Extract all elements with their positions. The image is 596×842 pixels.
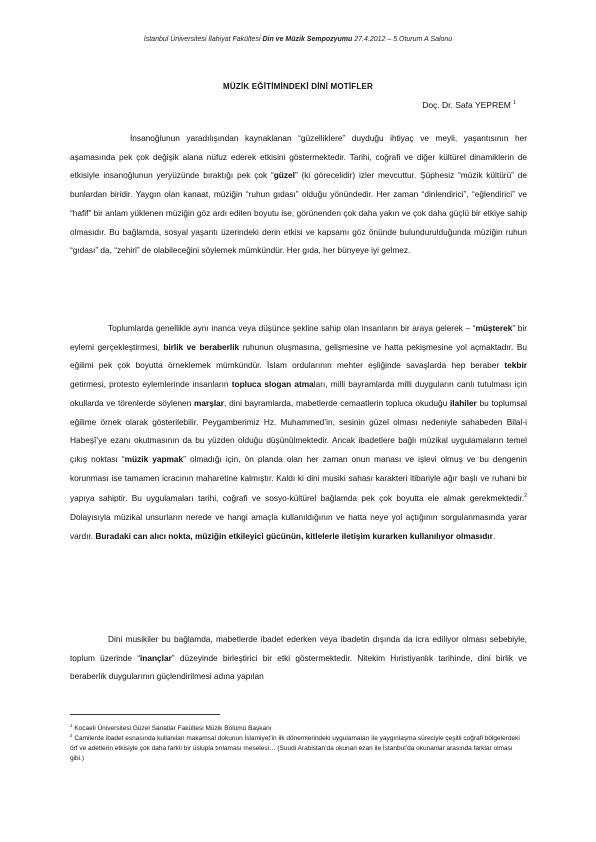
author <box>422 100 516 110</box>
document-title: MÜZİK EĞİTİMİNDEKİ DİNİ MOTİFLER <box>223 82 373 91</box>
p2-text-2: ” bir eylemi gerçekleştirmesi, <box>70 323 527 352</box>
p2-text-3: ruhunun oluşmasına, gelişmesine ve hatta pekişmesine yol açmaktadır. Bu eğilimi pek çok boyutta örneklemek mümkündür. İslam ordularının mehter eşliğinde savaşlarda hep beraber <box>70 341 527 371</box>
footnote-1-number: 1 <box>70 723 73 728</box>
p2-text-10: . <box>492 530 496 541</box>
p2-text-1: Toplumlarda genellikle aynı inanca veya düşünce şekline sahip olan insanların bir araya gelerek – “ <box>108 323 476 333</box>
p2-text-9: Dolayısıyla müzikal unsurların nerede ve hangi amaçla kullanıldığının ve hatta neye yol açtığının sorgulanmasında yarar vardır. <box>70 511 527 541</box>
p3-text-2: ” düzeyinde birleştirici bir etki göstermektedir. Nitekim Hıristiyanlık tarihinde, dini birlik ve beraberlik duygularının güçlendirilmesi adına yapılan <box>70 652 527 682</box>
p2-text-8: ” olmadığı için, ön planda olan her zaman onun manası ve işlevi olmuş ve bu dengenin korunması ise tamamen icracının maharetine kalmıştır. Kaldı ki dini musiki sahası karakteri itibariyle ağır başlı ve ruhani bir yapıya sahiptir. Bu uygulamaları tarihi, coğrafi ve sosyo-kültürel bağlamda pek çok boyutta ele almak gerekmektedir. <box>70 453 527 504</box>
footnote-2-number: 2 <box>70 733 73 738</box>
p2-bold-5: marşlar <box>194 397 225 408</box>
p2-bold-8: Buradaki can alıcı nokta, müziğin etkileyici gücünün, kitlelerle iletişim kurarken kullanılıyor olmasıdır <box>95 530 493 541</box>
p2-bold-7: müzik yapmak <box>124 453 184 464</box>
p2-bold-4: topluca slogan atma <box>231 379 314 390</box>
p2-text-7: bu toplumsal eğilime örnek olarak gösterilebilir. Peygamberimiz Hz. Muhammed’in, sesinin güzel olması nedeniyle sahabeden Bilal-i Habeşî’ye ezanı okutmasının da bu yüzden olduğu düşünülmektedir. Ancak ibadetlere bağlı müzikal uygulamaların temel çıkış noktası “ <box>70 397 527 464</box>
p2-bold-6: ilahiler <box>449 397 477 408</box>
p1-text-a: İnsanoğlunun yaradılışından kaynaklanan “güzelliklere” duyduğu ihtiyaç ve meyli, yaşantısının her aşamasında pek çok değişik alana nüfuz ederek etkisini göstermektedir. Tarihi, coğrafi ve diğer kültürel dinamiklerin de etkisiyle insanoğlunun yeryüzünde bıraktığı pek çok “ <box>70 133 527 181</box>
p1-bold-a: güzel <box>273 170 295 181</box>
paragraph-3 <box>70 630 527 686</box>
p2-bold-1: müşterek <box>475 323 513 333</box>
p2-text-4: getirmesi, protesto eylemlerinde insanların <box>70 379 232 390</box>
header-symposium: Din ve Müzik Sempozyumu <box>262 36 353 43</box>
header-suffix: 27.4.2012 – 5.Oturum A Salonu <box>352 36 453 43</box>
p2-bold-2: birlik ve beraberlik <box>163 341 240 352</box>
p2-text-5: ları, milli bayramlarda milli duyguların canlı tutulması için okullarda ve törenlerde söylenen <box>70 379 527 408</box>
page-header <box>0 36 596 43</box>
p3-text-1: Dini musikiler bu bağlamda, mabetlerde ibadet ederken veya ibadetin dışında da icra ediliyor olması sebebiyle, toplum üzerinde “ <box>70 634 527 663</box>
footnote-1-text: Kocaeli Üniversitesi Güzel Sanatlar Fakültesi Müzik Bölümü Başkanı <box>72 725 272 733</box>
p3-bold-1: inançlar <box>140 652 172 663</box>
footnote-separator <box>70 714 220 715</box>
author-footnote-ref[interactable]: 1 <box>513 100 516 107</box>
paragraph-2 <box>70 319 527 545</box>
p1-text-b: ” (ki görecelidir) izler mevcuttur. Şüphesiz “müzik kültürü” de bunlardan biridir. Yaygın olan kanaat, müziğin “ruhun gıdası” olduğu yönündedir. Her zaman “dinlendirici”, “eğlendirici” ve “hafif” bir anlam yüklenen müziğin göz ardı edilen boyutu ise, görünenden çok daha yakın ve çok daha güçlü bir etkiye sahip olmasıdır. Bu bağlamda, sosyal yaşantı üzerindeki derin etkisi ve kapsamı göz önünde bulundurulduğunda müziğin ruhun “gıdası” da, “zehiri” de olabileceğini söylemek mümkündür. Her gıda, her bünyeye iyi gelmez. <box>70 170 527 256</box>
paragraph-1 <box>70 129 527 260</box>
p2-text-6: , dini bayramlarda, mabetlerde cemaatlerin topluca okuduğu <box>224 397 450 408</box>
header-prefix: İstanbul Üniversitesi İlahiyat Fakültesi <box>143 36 263 43</box>
footnote-2 <box>70 731 527 764</box>
p2-bold-3: tekbir <box>504 360 527 371</box>
footnote-2-text: Camilerde ibadet esnasında kullanılan makamsal dokunun İslamiyet’in ilk dönemlerindeki uygulamaları ile yaygınlaşma süreciyle çeşitli coğrafi bölgelerdeki örf ve adetlerin etkisiyle çok daha farklı bir üslupla tınlaması meselesi… (Suudi Arabistan’da okunan ezan ile İstanbul’da okunanlar arasında farklar olması gibi.) <box>70 735 520 763</box>
author-name: Doç. Dr. Safa YEPREM <box>422 100 511 110</box>
footnote-ref-2[interactable]: 2 <box>524 493 527 500</box>
